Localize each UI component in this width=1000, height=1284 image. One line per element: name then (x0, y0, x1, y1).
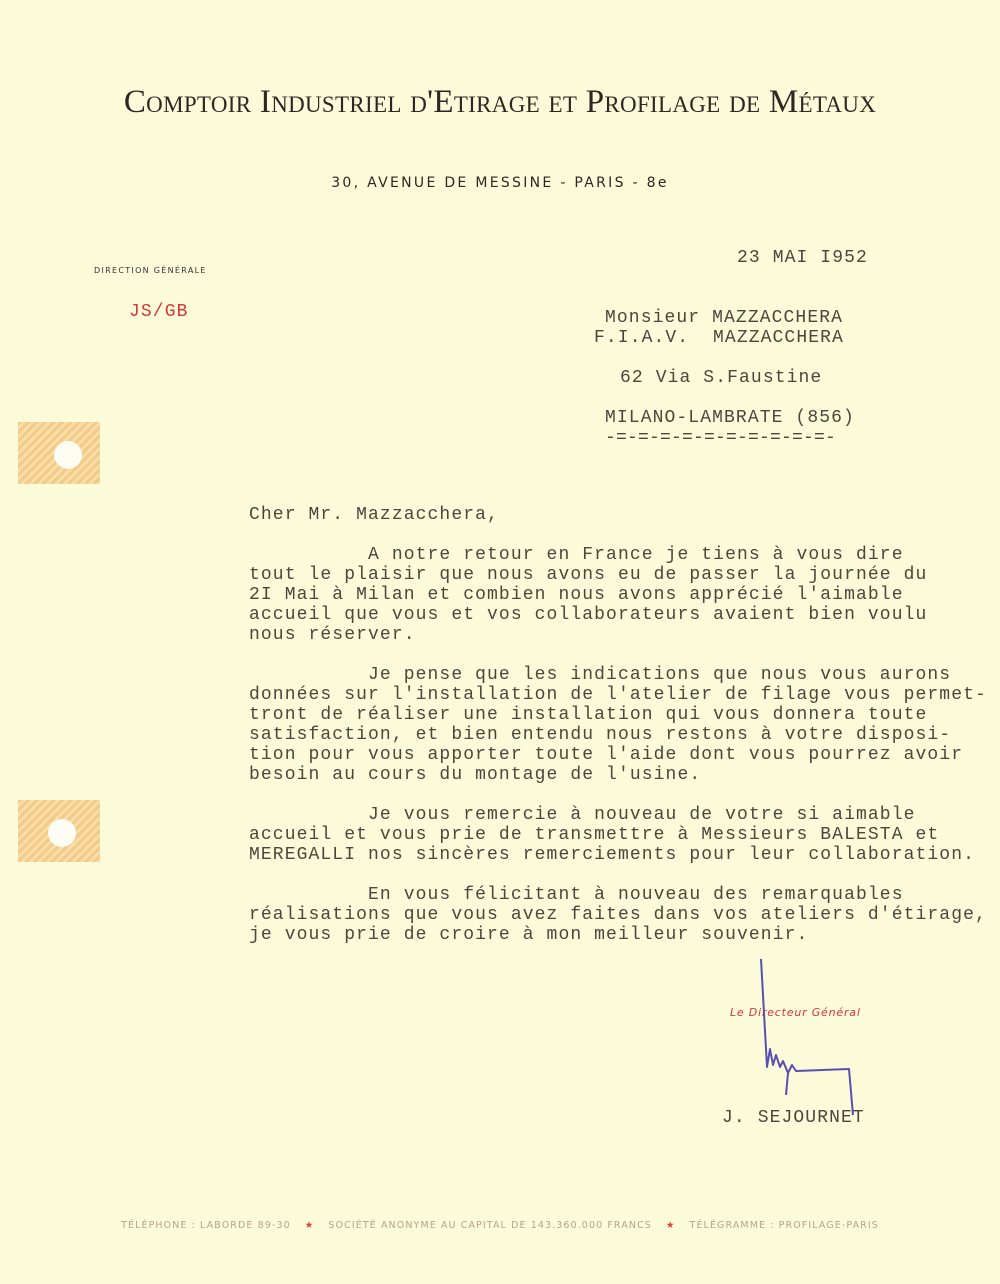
recipient-line: 62 Via S.Faustine (620, 368, 823, 388)
signatory-name: J. SEJOURNET (722, 1108, 865, 1128)
text-line: En vous félicitant à nouveau des remarquables (249, 885, 904, 905)
footer-telegram: TÉLÉGRAMME : PROFILAGE-PARIS (689, 1220, 879, 1231)
text-line: MEREGALLI nos sincères remerciements pour leur collaboration. (249, 845, 976, 865)
signatory-title: Le Directeur Général (730, 1006, 861, 1019)
star-icon: ★ (304, 1220, 315, 1231)
text-line: Je pense que les indications que nous vous aurons (249, 665, 952, 685)
text-line: réalisations que vous avez faites dans vos ateliers d'étirage, (249, 905, 987, 925)
text-line: tion pour vous apporter toute l'aide dont vous pourrez avoir (249, 745, 964, 765)
recipient-line: Monsieur MAZZACCHERA (605, 308, 844, 328)
paragraph-3 (249, 805, 975, 865)
recipient-line: F.I.A.V. MAZZACCHERA (594, 328, 844, 348)
text-line: nous réserver. (249, 625, 416, 645)
text-line: accueil et vous prie de transmettre à Messieurs BALESTA et (249, 825, 940, 845)
text-line: Je vous remercie à nouveau de votre si aimable (249, 805, 916, 825)
footer-telephone: TÉLÉPHONE : LABORDE 89-30 (121, 1220, 291, 1231)
recipient-underline: -=-=-=-=-=-=-=-=-=-=- (605, 428, 837, 448)
salutation: Cher Mr. Mazzacchera, (249, 505, 499, 525)
text-line: A notre retour en France je tiens à vous dire (249, 545, 904, 565)
text-line: besoin au cours du montage de l'usine. (249, 765, 702, 785)
text-line: accueil que vous et vos collaborateurs avaient bien voulu (249, 605, 928, 625)
text-line: satisfaction, et bien entendu nous restons à votre disposi- (249, 725, 952, 745)
punch-hole (54, 441, 82, 469)
text-line: je vous prie de croire à mon meilleur souvenir. (249, 925, 809, 945)
text-line: 2I Mai à Milan et combien nous avons apprécié l'aimable (249, 585, 904, 605)
punch-hole (48, 819, 76, 847)
paragraph-1 (249, 545, 927, 645)
reference-code: JS/GB (129, 302, 189, 322)
footer-capital: SOCIÉTÉ ANONYME AU CAPITAL DE 143.360.000 FRANCS (328, 1220, 652, 1231)
text-line: données sur l'installation de l'atelier de filage vous permet- (249, 685, 987, 705)
text-line: tout le plaisir que nous avons eu de passer la journée du (249, 565, 928, 585)
company-name: Comptoir Industriel d'Etirage et Profilage de Métaux (123, 84, 877, 120)
department-label: DIRECTION GÉNÉRALE (94, 266, 207, 275)
handwritten-signature (740, 955, 870, 1125)
paragraph-2 (249, 665, 987, 785)
footer (0, 1220, 1000, 1231)
letter-date: 23 MAI I952 (737, 248, 868, 268)
text-line: tront de réaliser une installation qui vous donnera toute (249, 705, 928, 725)
star-icon: ★ (665, 1220, 676, 1231)
paragraph-4 (249, 885, 987, 945)
recipient-line: MILANO-LAMBRATE (856) (605, 408, 855, 428)
company-address: 30, AVENUE DE MESSINE - PARIS - 8e (331, 175, 669, 191)
